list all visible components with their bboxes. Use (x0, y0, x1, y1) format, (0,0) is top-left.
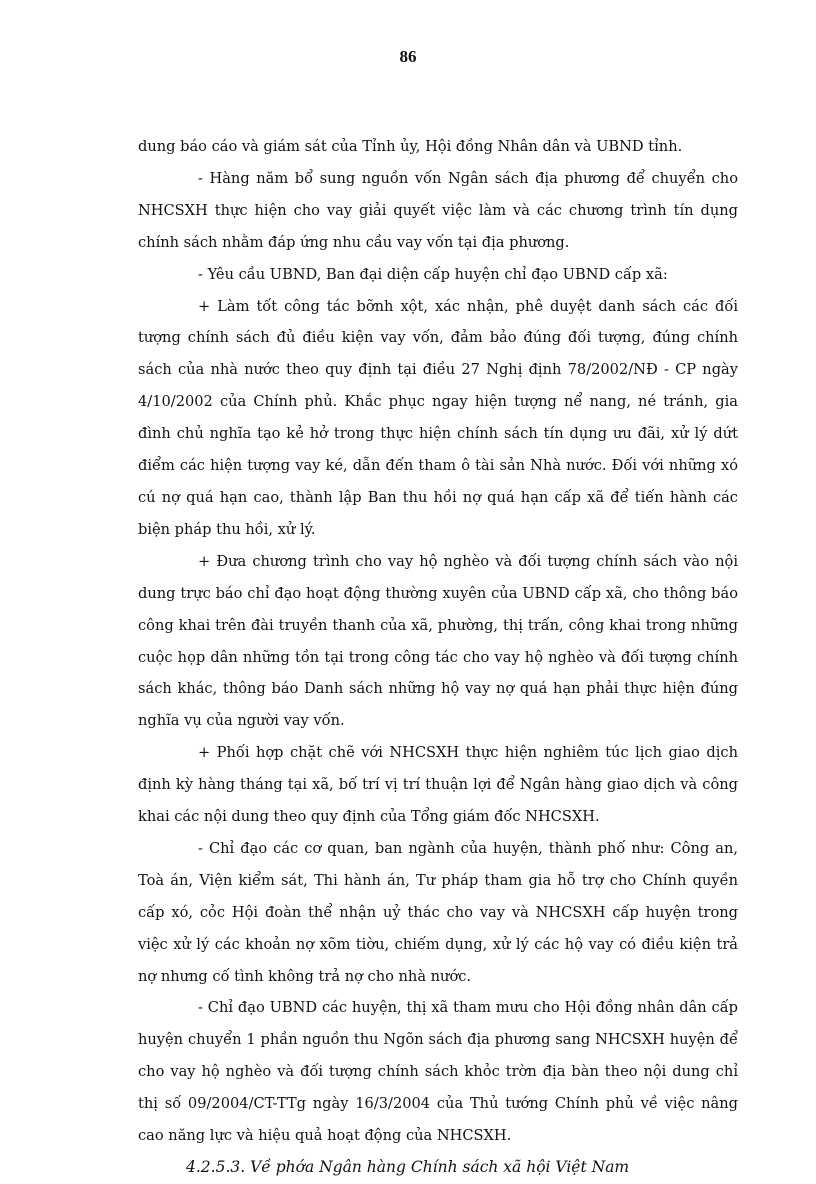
paragraph-beneficiary-review: + Làm tốt công tác bỡnh xột, xác nhận, phê duyệt danh sách các đối tượng chính sách đủ điều kiện vay vốn, đảm bảo đúng đối tượng, đúng chính sách của nhà nước theo quy định tại điều 27 Nghị định 78/2002/NĐ - CP ngày 4/10/2002 của Chính phủ. Khắc phục ngay hiện tượng nể nang, né tránh, gia đình chủ nghĩa tạo kẻ hở trong thực hiện chính sách tín dụng ưu đãi, xử lý dứt điểm các hiện tượng vay ké, dẫn đến tham ô tài sản Nhà nước. Đối với những xó cú nợ quá hạn cao, thành lập Ban thu hồi nợ quá hạn cấp xã để tiến hành các biện pháp thu hồi, xử lý. (138, 297, 738, 538)
paragraph-budget-transfer: - Chỉ đạo UBND các huyện, thị xã tham mưu cho Hội đồng nhân dân cấp huyện chuyển 1 phần nguồn thu Ngõn sách địa phương sang NHCSXH huyện để cho vay hộ nghèo và đối tượng chính sách khỏc trờn địa bàn theo nội dung chỉ thị số 09/2004/CT-TTg ngày 16/3/2004 của Thủ tướng Chính phủ về việc nâng cao năng lực và hiệu quả hoạt động của NHCSXH. (138, 999, 738, 1145)
paragraph-continuation: dung báo cáo và giám sát của Tỉnh ủy, Hội đồng Nhân dân và UBND tỉnh. (138, 138, 683, 155)
paragraph-budget-supplement: - Hàng năm bổ sung nguồn vốn Ngân sách địa phương để chuyển cho NHCSXH thực hiện cho vay giải quyết việc làm và các chương trình tín dụng chính sách nhằm đáp ứng nhu cầu vay vốn tại địa phương. (138, 169, 738, 251)
paragraph-bank-coordination: + Phối hợp chặt chẽ với NHCSXH thực hiện nghiêm túc lịch giao dịch định kỳ hàng tháng tại xã, bố trí vị trí thuận lợi để Ngân hàng giao dịch và công khai các nội dung theo quy định của Tổng giám đốc NHCSXH. (138, 744, 738, 826)
page-number: 86 (399, 47, 417, 66)
paragraph-district-request: - Yêu cầu UBND, Ban đại diện cấp huyện chỉ đạo UBND cấp xã: (198, 265, 668, 283)
section-heading: 4.2.5.3. Về phớa Ngân hàng Chính sách xã hội Việt Nam (186, 1158, 630, 1176)
paragraph-program-publicity: + Đưa chương trình cho vay hộ nghèo và đối tượng chính sách vào nội dung trực báo chỉ đạo hoạt động thường xuyên của UBND cấp xã, cho thông báo công khai trên đài truyền thanh của xã, phường, thị trấn, công khai trong những cuộc họp dân những tồn tại trong công tác cho vay hộ nghèo và đối tượng chính sách khác, thông báo Danh sách những hộ vay nợ quá hạn phải thực hiện đúng nghĩa vụ của người vay vốn. (138, 552, 738, 730)
paragraph-agency-direction: - Chỉ đạo các cơ quan, ban ngành của huyện, thành phố như: Công an, Toà án, Viện kiểm sát, Thi hành án, Tư pháp tham gia hỗ trợ cho Chính quyền cấp xó, cỏc Hội đoàn thể nhận uỷ thác cho vay và NHCSXH cấp huyện trong việc xử lý các khoản nợ xõm tiờu, chiếm dụng, xử lý các hộ vay có điều kiện trả nợ nhưng cố tình không trả nợ cho nhà nước. (138, 839, 738, 985)
body-text (138, 131, 738, 1184)
